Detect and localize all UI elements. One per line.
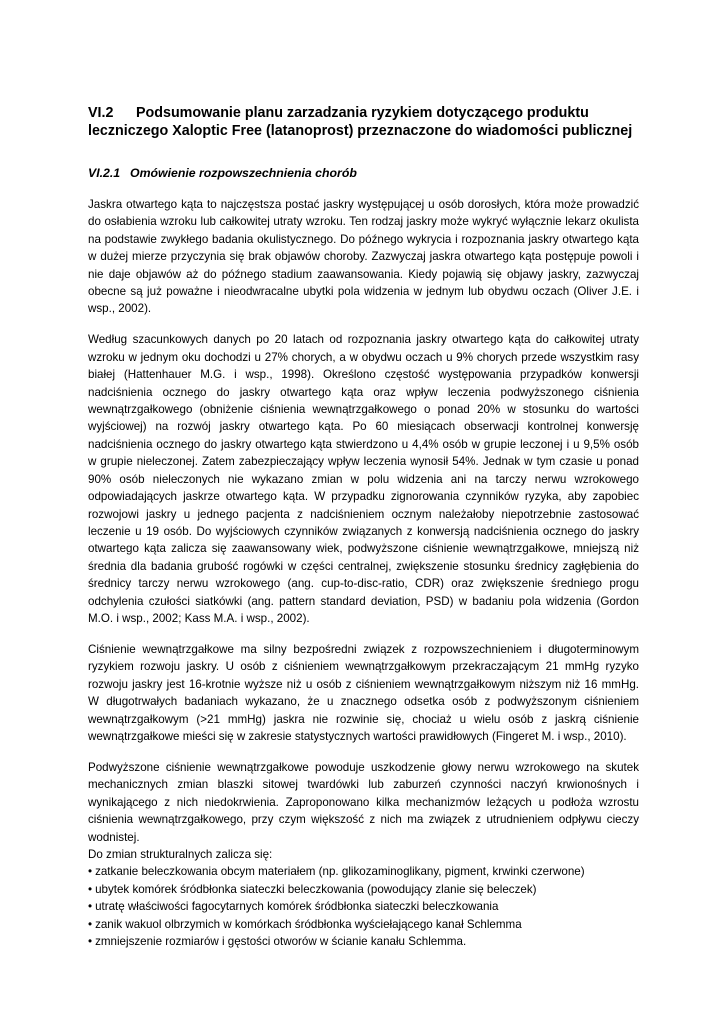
bullet-icon: •: [88, 935, 93, 949]
list-item-text: zanik wakuol olbrzymich w komórkach śródbłonka wyściełającego kanał Schlemma: [95, 917, 522, 931]
list-item: [88, 863, 639, 880]
section-number: VI.2: [88, 105, 114, 121]
paragraph-3: Ciśnienie wewnątrzgałkowe ma silny bezpośredni związek z rozpowszechnieniem i długoterminowym ryzykiem rozwoju jaskry. U osób z ciśnieniem wewnątrzgałkowym przekraczającym 21 mmHg ryzyko rozwoju jaskry jest 16-krotnie wyższe niż u osób z ciśnieniem wewnątrzgałkowym niższym niż 16 mmHg. W długotrwałych badaniach wykazano, że u znacznego odsetka osób z podwyższonym ciśnieniem wewnątrzgałkowym (>21 mmHg) jaskra nie rozwinie się, chociaż u wielu osób z jaskrą ciśnienie wewnątrzgałkowe mieści się w zakresie statystycznych wartości prawidłowych (Fingeret M. i wsp., 2010).: [88, 642, 639, 743]
list-item: [88, 881, 639, 898]
structural-changes-list: [88, 863, 639, 950]
paragraph-2: Według szacunkowych danych po 20 latach od rozpoznania jaskry otwartego kąta do całkowitej utraty wzroku w jednym oku dochodzi u 27% chorych, a w obydwu oczach u 9% chorych przede wszystkim rasy białej (Hattenhauer M.G. i wsp., 1998). Określono częstość występowania przypadków konwersji nadciśnienia ocznego do jaskry otwartego kąta oraz wpływ leczenia podwyższonego ciśnienia wewnątrzgałkowego (obniżenie ciśnienia wewnątrzgałkowego o ponad 20% w stosunku do wartości wyjściowej) na rozwój jaskry otwartego kąta. Po 60 miesiącach obserwacji kontrolnej konwersję nadciśnienia ocznego do jaskry otwartego kąta stwierdzono u 4,4% osób w grupie leczonej i u 9,5% osób w grupie nieleczonej. Zatem zabezpieczający wpływ leczenia wynosił 54%. Jednak w tym czasie u ponad 90% osób nieleczonych nie wykazano zmian w polu widzenia ani na tarczy nerwu wzrokowego odpowiadających jaskrze otwartego kąta. W przypadku zignorowania czynników ryzyka, aby zapobiec rozwojowi jaskry u jednego pacjenta z nadciśnieniem ocznym należałoby niepotrzebnie zastosować leczenie u 19 osób. Do wyjściowych czynników związanych z konwersją nadciśnienia ocznego do jaskry otwartego kąta zalicza się zaawansowany wiek, podwyższone ciśnienie wewnątrzgałkowe, mniejszą niż średnia dla badania grubość rogówki w części centralnej, zwiększenie stosunku średnicy zagłębienia do średnicy tarczy nerwu wzrokowego (ang. cup-to-disc-ratio, CDR) oraz zwiększenie średniego progu odchylenia czułości siatkówki (ang. pattern standard deviation, PSD) w badaniu pola widzenia (Gordon M.O. i wsp., 2002; Kass M.A. i wsp., 2002).: [88, 333, 639, 625]
bullet-icon: •: [88, 865, 93, 879]
paragraph-1: Jaskra otwartego kąta to najczęstsza postać jaskry występującej u osób dorosłych, która może prowadzić do osłabienia wzroku lub całkowitej utraty wzroku. Ten rodzaj jaskry może wykryć wyłącznie lekarz okulista na podstawie zwykłego badania okulistycznego. Do późnego wykrycia i rozpoznania jaskry otwartego kąta w dużej mierze przyczynia się brak objawów choroby. Zazwyczaj jaskra otwartego kąta postępuje powoli i nie daje objawów aż do późnego stadium zaawansowania. Kiedy pojawią się objawy jaskry, zazwyczaj obecne są już poważne i nieodwracalne ubytki pola widzenia w jednym lub obydwu oczach (Oliver J.E. i wsp., 2002).: [88, 198, 639, 316]
paragraph-4: Podwyższone ciśnienie wewnątrzgałkowe powoduje uszkodzenie głowy nerwu wzrokowego na skutek mechanicznych zmian blaszki sitowej twardówki lub zaburzeń czynności naczyń krwionośnych i wynikającego z nich niedokrwienia. Zaproponowano kilka mechanizmów leżących u podłoża wzrostu ciśnienia wewnątrzgałkowego, przy czym większość z nich ma związek z utrudnieniem odpływu cieczy wodnistej.: [88, 760, 639, 844]
list-item-text: utratę właściwości fagocytarnych komórek śródbłonka siateczki beleczkowania: [95, 900, 499, 914]
list-item: [88, 898, 639, 915]
list-item-text: zatkanie beleczkowania obcym materiałem (np. glikozaminoglikany, pigment, krwinki czerwone): [95, 865, 585, 879]
subsection-heading: [88, 165, 639, 181]
list-intro: Do zmian strukturalnych zalicza się:: [88, 848, 273, 861]
document-page: [88, 104, 639, 950]
bullet-icon: •: [88, 882, 93, 896]
section-title-line-2: leczniczego Xaloptic Free (latanoprost) przeznaczone do wiadomości publicznej: [88, 123, 633, 139]
section-title-line-1: Podsumowanie planu zarzadzania ryzykiem dotyczącego produktu: [136, 105, 589, 121]
bullet-icon: •: [88, 917, 93, 931]
subsection-title: Omówienie rozpowszechnienia chorób: [130, 166, 357, 180]
section-heading: [88, 104, 639, 140]
bullet-icon: •: [88, 900, 93, 914]
list-item: [88, 933, 639, 950]
list-item-text: zmniejszenie rozmiarów i gęstości otworów w ścianie kanału Schlemma.: [95, 935, 467, 949]
list-item-text: ubytek komórek śródbłonka siateczki beleczkowania (powodujący zlanie się beleczek): [95, 882, 537, 896]
list-item: [88, 916, 639, 933]
subsection-number: VI.2.1: [88, 166, 121, 180]
